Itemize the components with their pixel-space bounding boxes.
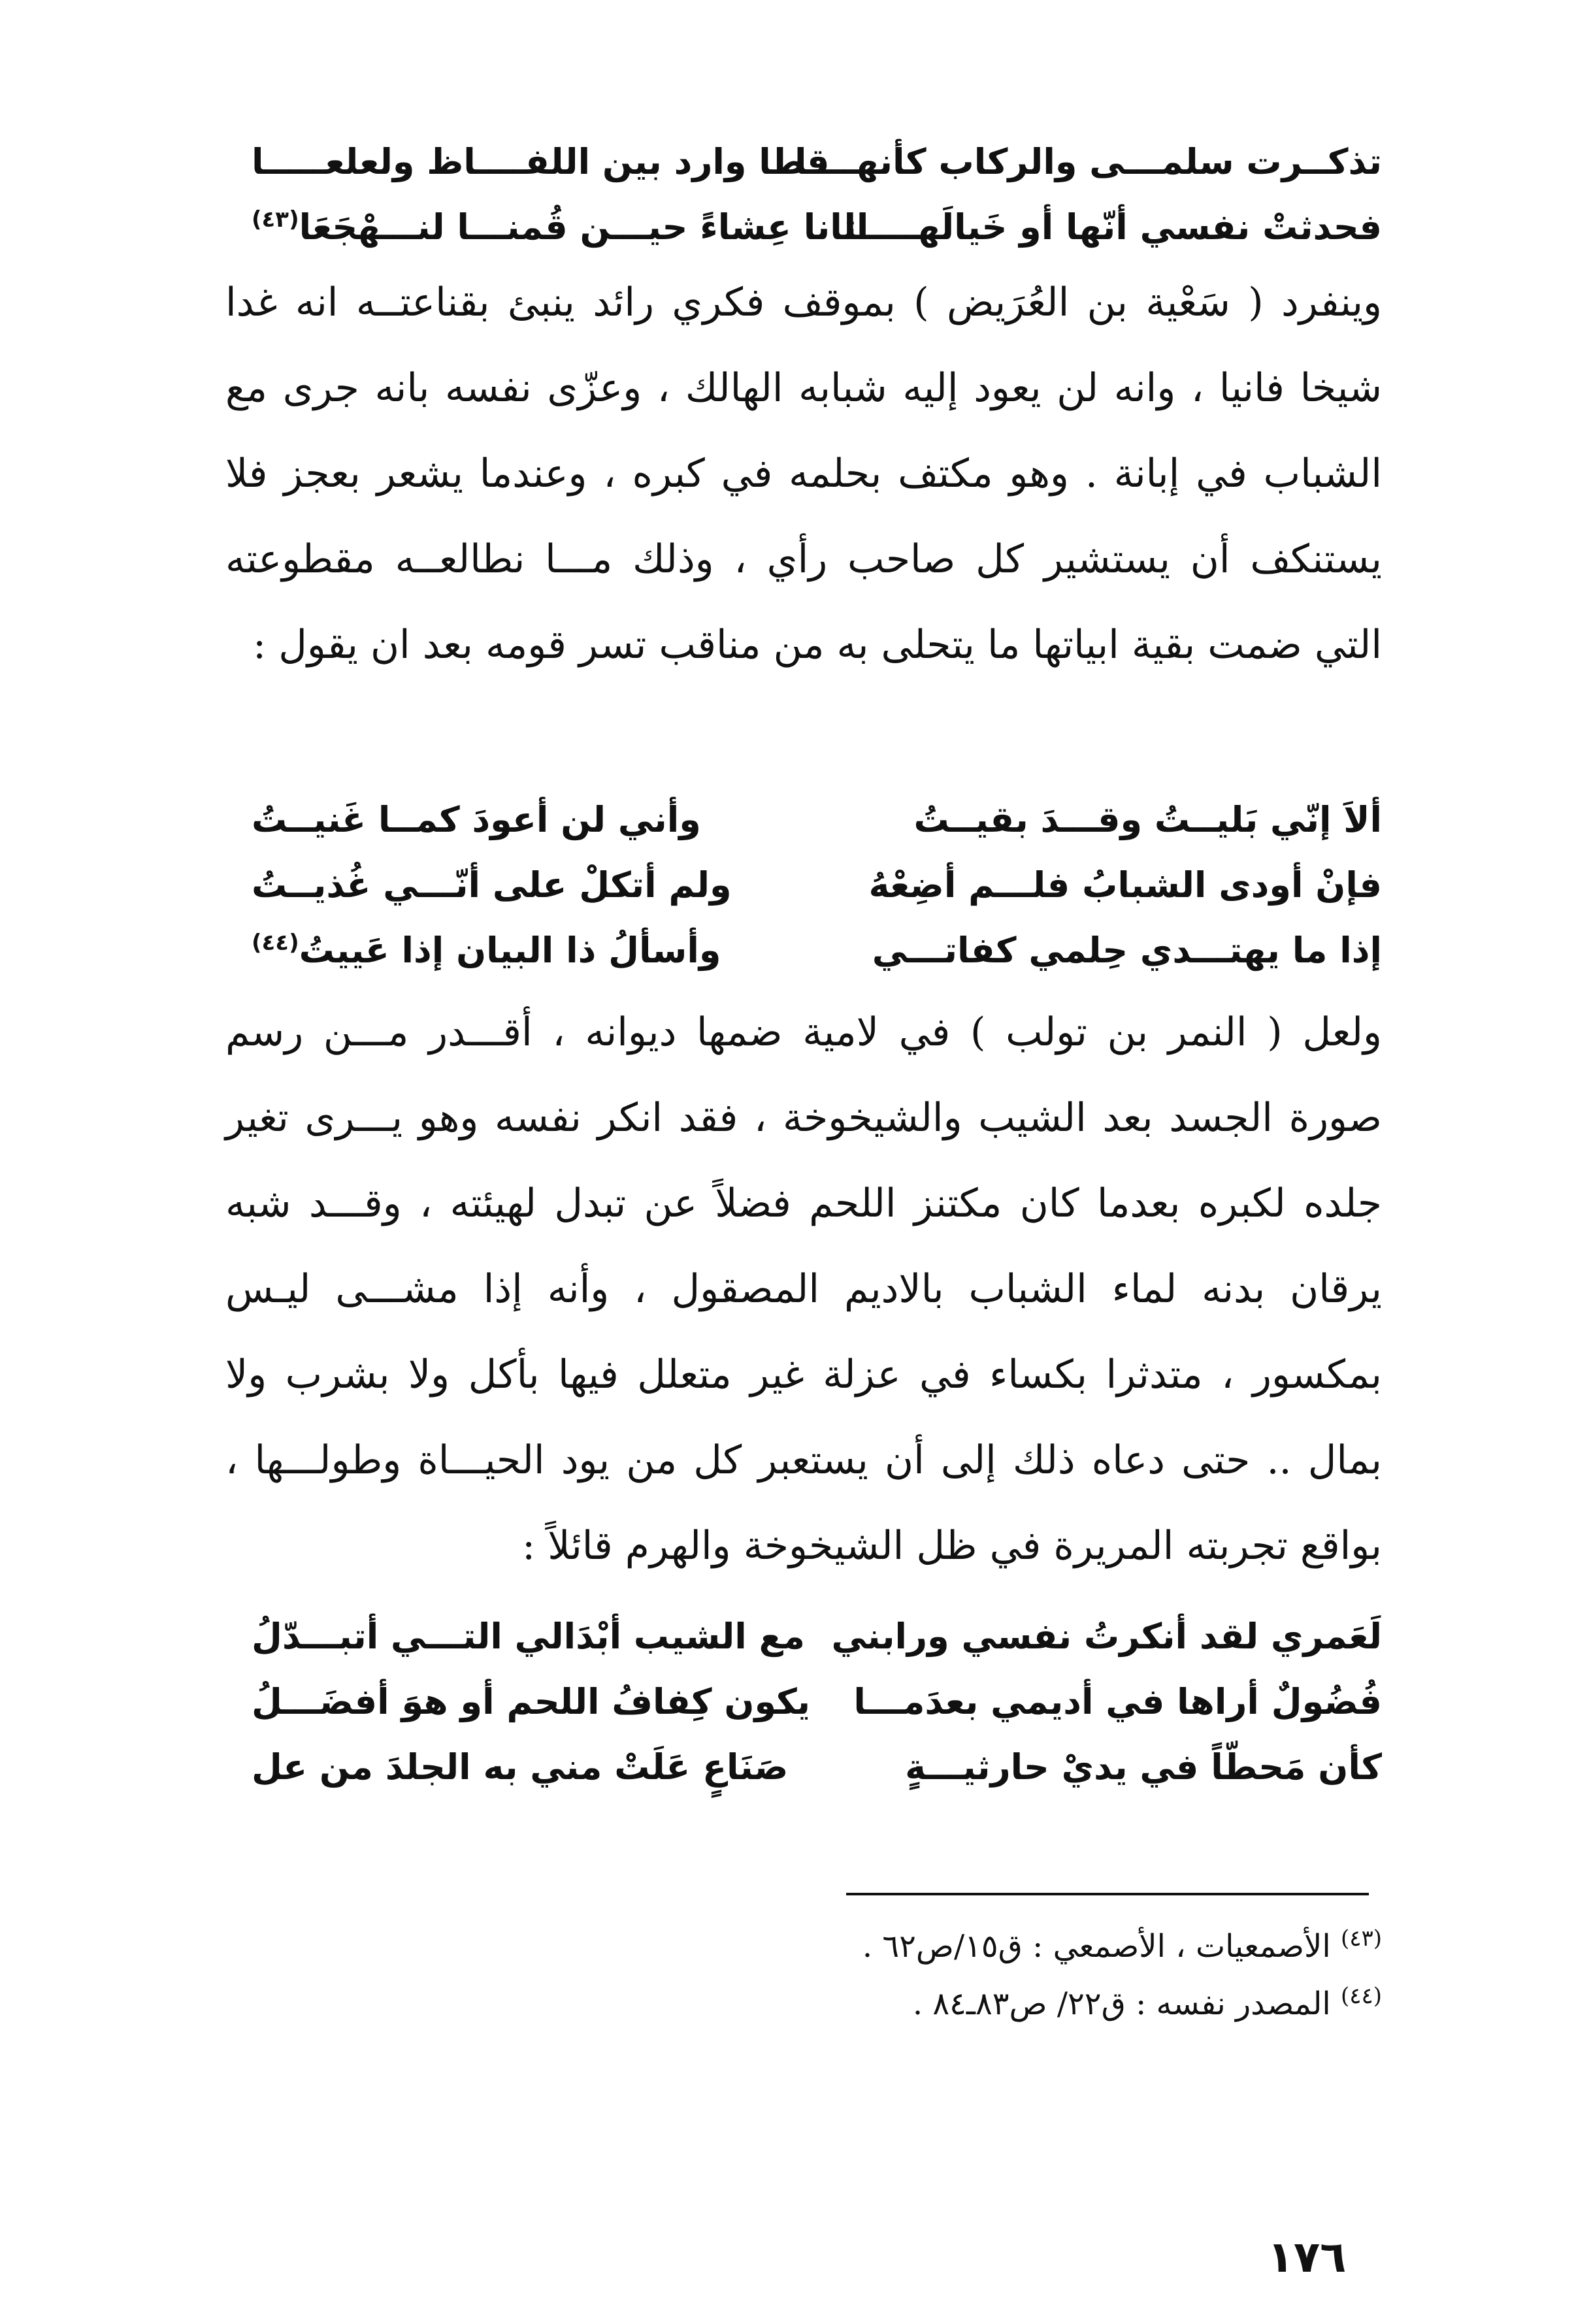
verse-second-hemistich: مع الشيب أبْدَالي التـــي أتبـــدّلُ [252, 1616, 805, 1657]
verse [212, 918, 1382, 983]
verse [212, 1604, 1382, 1669]
prose-paragraph-1 [225, 260, 1382, 688]
prose-paragraph-2 [225, 990, 1382, 1589]
poem-block-3 [212, 1604, 1382, 1800]
verse-first-hemistich: لَعَمري لقد أنكرتُ نفسي ورابني [831, 1616, 1382, 1657]
page-number: ١٧٦ [1267, 2232, 1347, 2282]
verse-first-hemistich: كأن مَحطّاً في يديْ حارثيـــةٍ [905, 1746, 1382, 1788]
verse [212, 195, 1382, 260]
verse-second-hemistich: صَنَاعٍ عَلَتْ مني به الجلدَ من عل [252, 1746, 789, 1788]
footnote-number: (٤٣) [1340, 1925, 1382, 1952]
verse-text: وأسألُ ذا البيان إذا عَييتُ [299, 930, 721, 971]
verse-first-hemistich: فُضُولٌ أراها في أديمي بعدَمـــا [853, 1681, 1382, 1722]
poem-block-2 [212, 787, 1382, 983]
verse-first-hemistich: ألاَ إنّي بَليــتُ وقـــدَ بقيــتُ [913, 799, 1382, 840]
verse [212, 853, 1382, 918]
verse-text: اتانا عِشاءً حيـــن قُمنـــا لنـــهْجَعَا [299, 206, 869, 248]
verse-second-hemistich: يكون كِفافُ اللحم أو هوَ أفضَـــلُ [252, 1681, 811, 1722]
footnotes [402, 1918, 1382, 2033]
verse-second-hemistich: قطا وارد بين اللفــــاظ ولعلعـــــا [252, 141, 830, 182]
verse [212, 787, 1382, 853]
verse-second-hemistich: وأني لن أعودَ كمــا غَنيــتُ [252, 799, 701, 840]
verse-first-hemistich: فحدثتْ نفسي أنّها أو خَيالَهـــــا [844, 206, 1382, 248]
footnote [402, 1975, 1382, 2033]
verse-first-hemistich: فإنْ أودى الشبابُ فلـــم أضِعْهُ [868, 864, 1382, 906]
footnote-separator [846, 1893, 1369, 1895]
footnote-text: الأصمعيات ، الأصمعي : ق١٥/ص٦٢ . [862, 1928, 1331, 1965]
verse-second-hemistich [252, 918, 721, 983]
footnote-marker: (٤٤) [252, 930, 299, 956]
footnote-text: المصدر نفسه : ق٢٢/ ص٨٣ـ٨٤ . [912, 1986, 1331, 2022]
verse [212, 1669, 1382, 1735]
footnote-marker: (٤٣) [252, 206, 299, 233]
verse-first-hemistich: إذا ما يهتـــدي حِلمي كفاتـــي [872, 930, 1382, 971]
paragraph-text: وينفرد ( سَعْية بن العُرَيض ) بموقف فكري رائد ينبئ بقناعتــه انه غدا شيخا فانيا ، وانه لن يعود إليه شبابه الهالك ، وعزّى نفسه بانه جرى مع الشباب في إبانة . وهو مكتف بحلمه في كبره ، وعندما يشعر بعجز فلا يستنكف أن يستشير كل صاحب رأي ، وذلك مـــا نطالعــه مقطوعته التي ضمت بقية ابياتها ما يتحلى به من مناقب تسر قومه بعد ان يقول : [225, 280, 1382, 668]
footnote-number: (٤٤) [1340, 1983, 1382, 2009]
paragraph-text: ولعل ( النمر بن تولب ) في لامية ضمها ديوانه ، أقـــدر مـــن رسم صورة الجسد بعد الشيب والشيخوخة ، فقد انكر نفسه وهو يـــرى تغير جلده لكبره بعدما كان مكتنز اللحم فضلاً عن تبدل لهيئته ، وقـــد شبه يرقان بدنه لماء الشباب بالاديم المصقول ، وأنه إذا مشـــى ليـس بمكسور ، متدثرا بكساء في عزلة غير متعلل فيها بأكل ولا بشرب ولا بمال .. حتى دعاه ذلك إلى أن يستعبر كل من يود الحيـــاة وطولـــها ، بواقع تجربته المريرة في ظل الشيخوخة والهرم قائلاً : [225, 1009, 1382, 1569]
verse-second-hemistich: ولم أتكلْ على أنّـــي غُذيــتُ [252, 864, 732, 906]
verse-second-hemistich [252, 195, 868, 260]
footnote [402, 1918, 1382, 1975]
verse [212, 1735, 1382, 1800]
verse [212, 129, 1382, 195]
verse-first-hemistich: تذكــرت سلمـــى والركاب كأنهــــا [795, 141, 1382, 182]
poem-block-1 [212, 129, 1382, 260]
